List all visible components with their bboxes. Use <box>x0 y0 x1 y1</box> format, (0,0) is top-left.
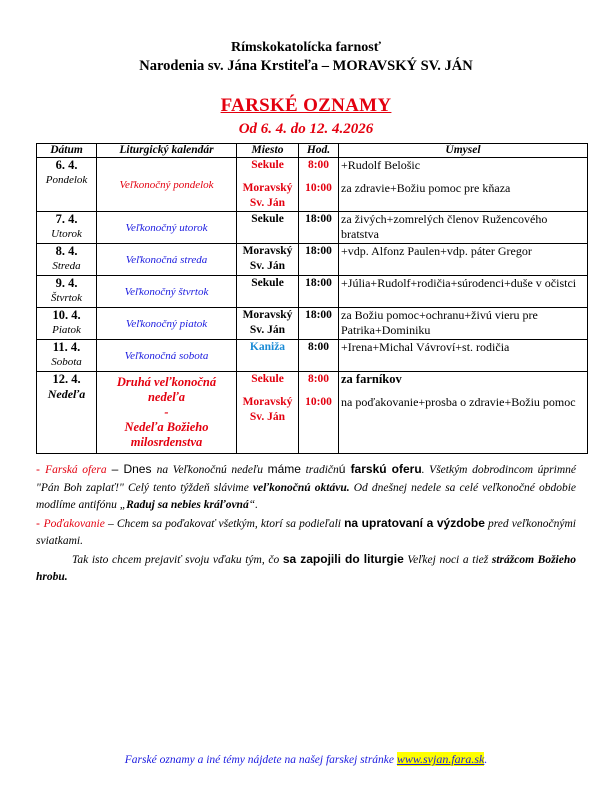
hour-cell: 8:00 <box>299 340 339 372</box>
announcement-thanks: - Poďakovanie – Chcem sa poďakovať všetkým, ktorí sa podieľali na upratovaní a výzdobe pred veľkonočnými sviatkami. <box>36 515 576 547</box>
intention-cell: za Božiu pomoc+ochranu+živú vieru pre Patrika+Dominiku <box>339 308 588 340</box>
date-cell <box>37 212 97 244</box>
place: Moravský Sv. Ján <box>242 182 293 209</box>
column-header-liturgy: Liturgický kalendár <box>97 144 237 158</box>
hour: 8:00 <box>307 159 330 171</box>
table-row <box>37 308 588 340</box>
date-number: 11. 4. <box>52 340 81 354</box>
day-name: Utorok <box>51 228 82 240</box>
place-cell <box>237 158 299 212</box>
footer-text: Farské oznamy a iné témy nájdete na našej farskej stránke <box>124 754 397 766</box>
page-title: FARSKÉ OZNAMY <box>220 95 392 116</box>
intention-cell: +vdp. Alfonz Paulen+vdp. páter Gregor <box>339 244 588 276</box>
announcements <box>36 461 576 587</box>
hour-cell: 18:00 <box>299 212 339 244</box>
date-number: 10. 4. <box>52 308 81 322</box>
intention-cell: +Júlia+Rudolf+rodičia+súrodenci+duše v očistci <box>339 276 588 308</box>
place-cell: Sekule <box>237 212 299 244</box>
date-number: 6. 4. <box>55 158 78 172</box>
liturgy-cell: Veľkonočný štvrtok <box>97 276 237 308</box>
date-cell <box>37 276 97 308</box>
intention-cell <box>339 158 588 212</box>
day-name: Piatok <box>52 324 81 336</box>
table-row <box>37 212 588 244</box>
intention-cell: za živých+zomrelých členov Ružencového bratstva <box>339 212 588 244</box>
announcement-label: Farská ofera <box>45 464 107 476</box>
intention-cell <box>339 372 588 454</box>
place-cell: Moravský Sv. Ján <box>237 244 299 276</box>
intention: za farníkov <box>341 372 402 386</box>
footer: Farské oznamy a iné témy nájdete na našej farskej stránke www.svjan.fara.sk. <box>124 752 488 766</box>
table-row <box>37 158 588 212</box>
church-name: Narodenia sv. Jána Krstiteľa – MORAVSKÝ SV. JÁN <box>139 58 473 74</box>
intention: +Rudolf Belošic <box>341 158 421 172</box>
hour-cell: 18:00 <box>299 244 339 276</box>
liturgy-cell: Veľkonočný pondelok <box>97 158 237 212</box>
day-name: Štvrtok <box>50 292 83 304</box>
place: Sekule <box>251 159 284 171</box>
column-header-date: Dátum <box>37 144 97 158</box>
column-header-intention: Úmysel <box>339 144 588 158</box>
announcement-gratitude: Tak isto chcem prejaviť svoju vďaku tým, čo sa zapojili do liturgie Veľkej noci a tiež strážcom Božieho hrobu. <box>36 551 576 583</box>
column-header-hour: Hod. <box>299 144 339 158</box>
intention: na poďakovanie+prosba o zdravie+Božiu pomoc <box>341 395 576 409</box>
place-cell: Sekule <box>237 276 299 308</box>
liturgy-cell <box>97 372 237 454</box>
place-cell: Kaniža <box>237 340 299 372</box>
intention-cell: +Irena+Michal Vávroví+st. rodičia <box>339 340 588 372</box>
day-name: Pondelok <box>45 174 88 186</box>
date-number: 12. 4. <box>52 372 81 386</box>
liturgy-feast: Druhá veľkonočná nedeľa <box>116 375 217 404</box>
date-number: 8. 4. <box>55 244 78 258</box>
announcement-offering: - Farská ofera – Dnes na Veľkonočnú nedeľu máme tradičnú farskú oferu. Všetkým dobrodincom úprimné "Pán Boh zaplať!" Celý tento týždeň slávime veľkonočnú oktávu. Od dnešnej nedele sa celé veľkonočné obdobie modlíme antifónu „Raduj sa nebies kráľovná“. <box>36 462 577 511</box>
date-range: Od 6. 4. do 12. 4.2026 <box>238 121 374 137</box>
place-cell: Moravský Sv. Ján <box>237 308 299 340</box>
hour-cell: 18:00 <box>299 308 339 340</box>
table-row <box>37 340 588 372</box>
liturgy-feast-alt: Nedeľa Božieho milosrdenstva <box>124 420 209 449</box>
table-row <box>37 372 588 454</box>
place: Sekule <box>251 373 284 385</box>
date-cell <box>37 372 97 454</box>
date-cell <box>37 158 97 212</box>
table-header-row <box>37 144 588 158</box>
date-cell <box>37 340 97 372</box>
hour: 10:00 <box>305 396 332 408</box>
day-name: Sobota <box>51 356 82 368</box>
date-cell <box>37 308 97 340</box>
liturgy-cell: Veľkonočný utorok <box>97 212 237 244</box>
parish-name: Rímskokatolícka farnosť <box>230 40 382 55</box>
hour-cell <box>299 158 339 212</box>
day-name: Streda <box>52 260 81 272</box>
date-number: 7. 4. <box>55 212 78 226</box>
hour-cell: 18:00 <box>299 276 339 308</box>
intention: za zdravie+Božiu pomoc pre kňaza <box>341 181 511 195</box>
hour: 10:00 <box>305 182 332 194</box>
hour-cell <box>299 372 339 454</box>
date-cell <box>37 244 97 276</box>
hour: 8:00 <box>307 373 330 385</box>
schedule-table <box>36 143 588 454</box>
announcement-label: Poďakovanie <box>43 517 105 530</box>
liturgy-separator: - <box>164 405 169 419</box>
place: Moravský Sv. Ján <box>242 396 293 423</box>
table-row <box>37 276 588 308</box>
date-number: 9. 4. <box>55 276 78 290</box>
place-cell <box>237 372 299 454</box>
liturgy-cell: Veľkonočná streda <box>97 244 237 276</box>
liturgy-cell: Veľkonočný piatok <box>97 308 237 340</box>
day-name: Nedeľa <box>47 387 86 401</box>
table-row <box>37 244 588 276</box>
liturgy-cell: Veľkonočná sobota <box>97 340 237 372</box>
column-header-place: Miesto <box>237 144 299 158</box>
website-link[interactable]: www.svjan.fara.sk <box>396 752 485 766</box>
